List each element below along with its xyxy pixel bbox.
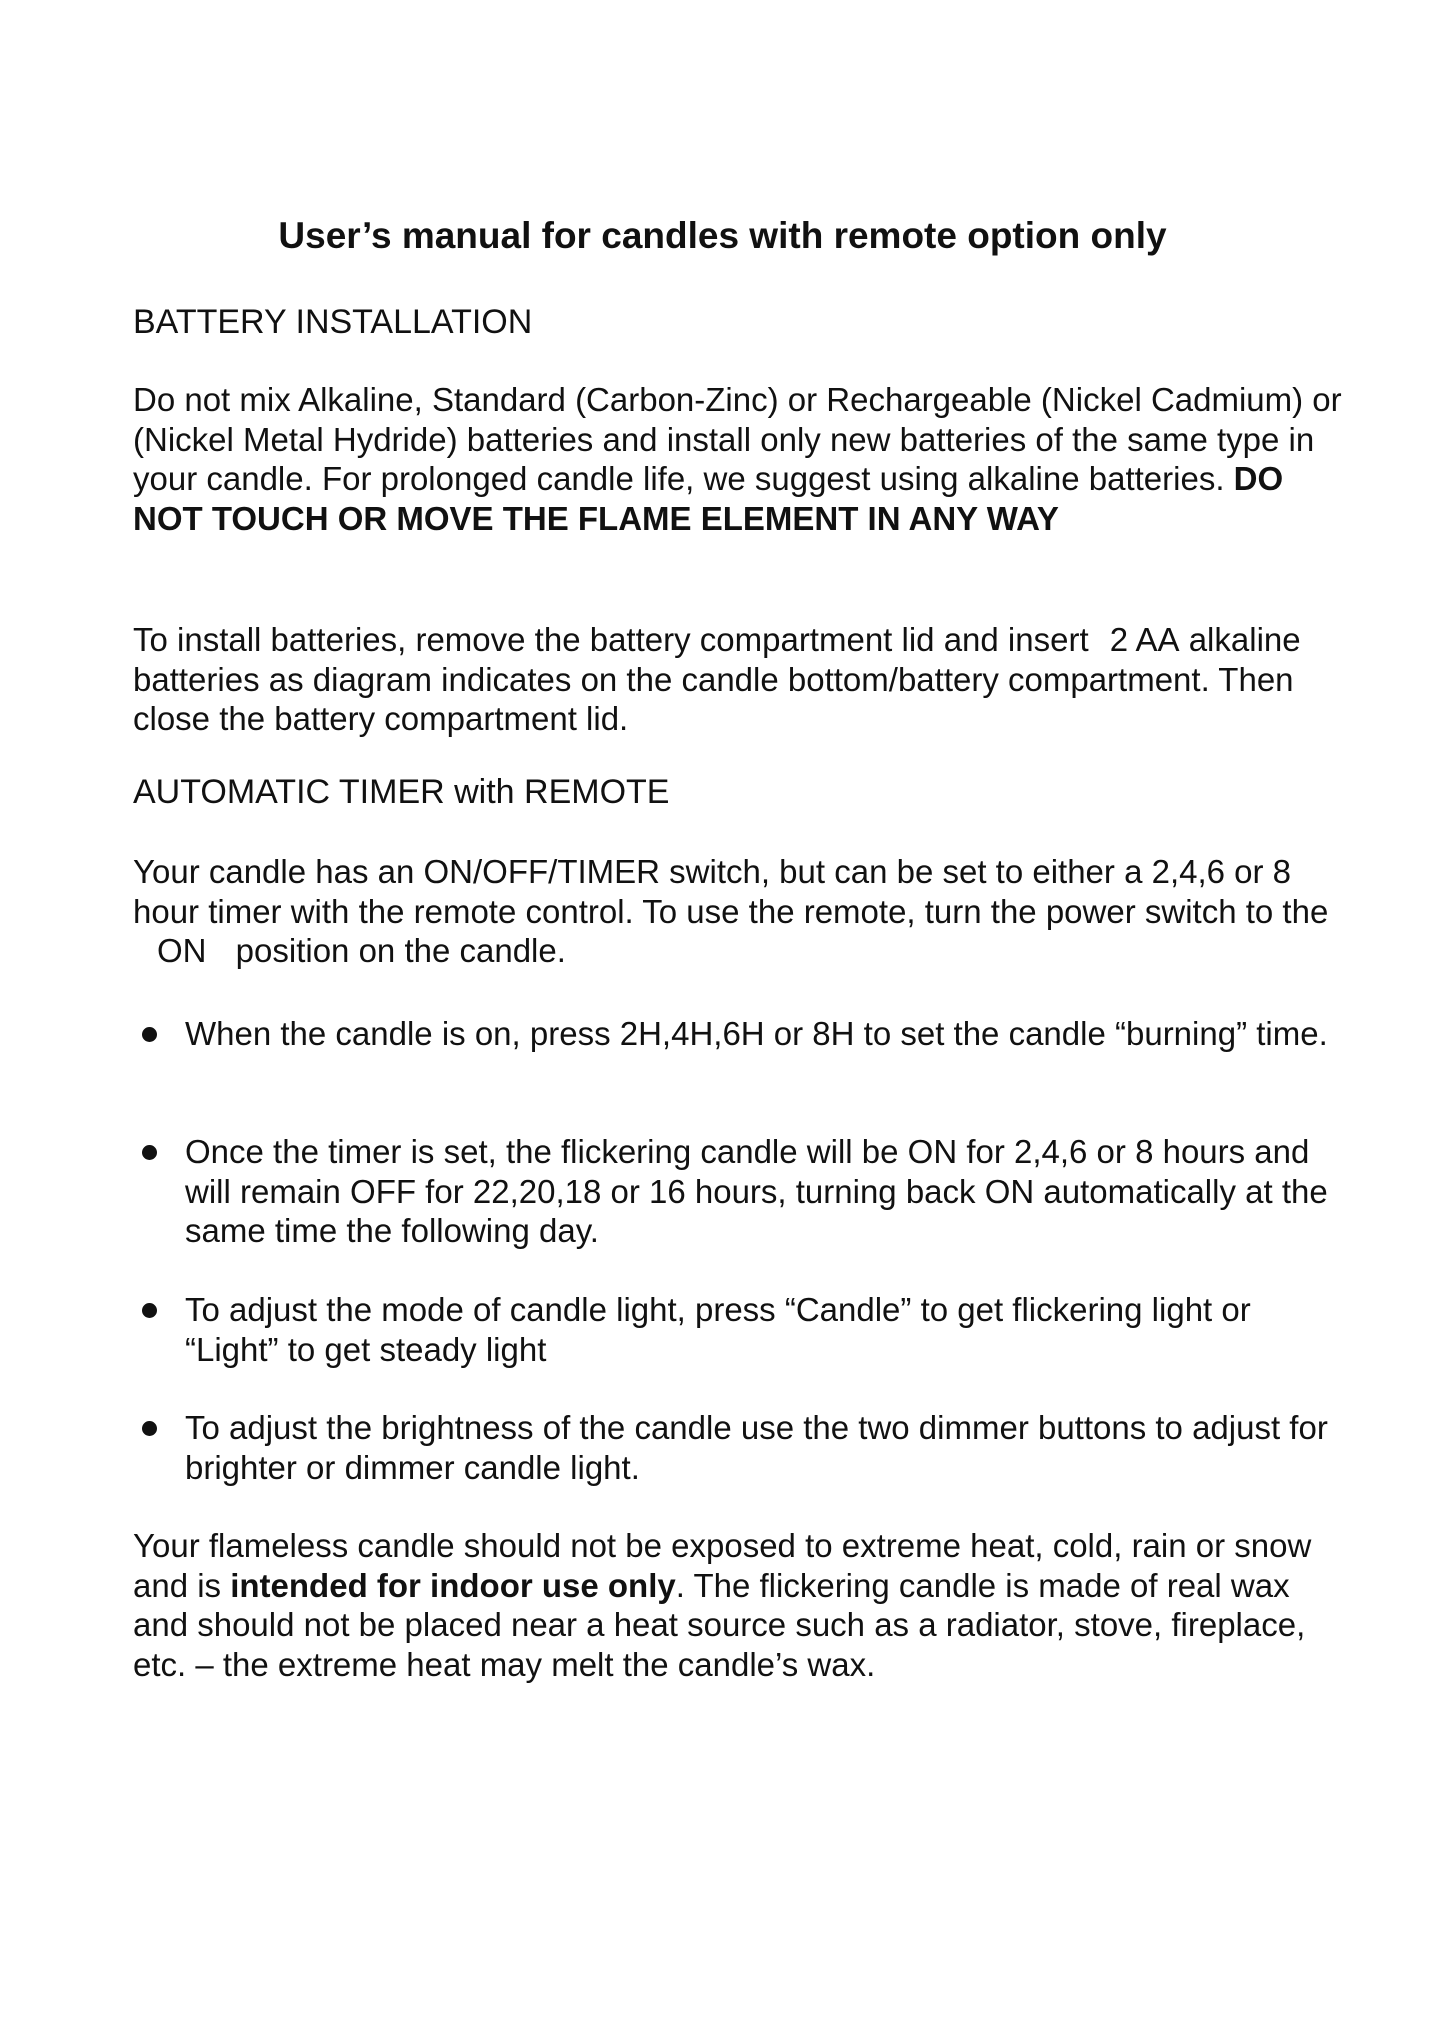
flame-element-warning: DO NOT TOUCH OR MOVE THE FLAME ELEMENT IN ANY WAY: [133, 460, 1284, 537]
list-item: [133, 1014, 1343, 1054]
list-item: [133, 1132, 1343, 1251]
list-item: [133, 1408, 1343, 1487]
battery-installation-heading: BATTERY INSTALLATION: [133, 303, 533, 341]
list-item: [133, 1290, 1343, 1369]
list-item-text: To adjust the brightness of the candle use the two dimmer buttons to adjust for brighter or dimmer candle light.: [185, 1409, 1328, 1486]
bullet-icon: [142, 1421, 157, 1436]
indoor-use-text-end: . The flickering candle is made of real wax and should not be placed near a heat source such as a radiator, stove, fireplace, etc. – the extreme heat may melt the candle’s wax.: [133, 1566, 1306, 1683]
battery-install-paragraph: [133, 620, 1343, 739]
automatic-timer-heading: AUTOMATIC TIMER with REMOTE: [133, 773, 670, 811]
list-item-text: When the candle is on, press 2H,4H,6H or 8H to set the candle “burning” time.: [185, 1015, 1328, 1052]
battery-warning-paragraph: [133, 380, 1343, 538]
bullet-icon: [142, 1145, 157, 1160]
indoor-use-emphasis: intended for indoor use only: [230, 1566, 676, 1604]
indoor-use-text-start: Your flameless candle should not be exposed to extreme heat, cold, rain or snow and is: [133, 1527, 1312, 1604]
timer-intro-text-start: Your candle has an ON/OFF/TIMER switch, but can be set to either a 2,4,6 or 8 hour timer with the remote control. To use the remote, turn the power switch to the: [133, 853, 1329, 930]
bullet-icon: [142, 1027, 157, 1042]
battery-install-text-end: alkaline batteries as diagram indicates on the candle bottom/battery compartment. Then close the battery compartment lid.: [133, 621, 1301, 737]
bullet-icon: [142, 1303, 157, 1318]
document-title: User’s manual for candles with remote option only: [278, 215, 1167, 256]
timer-intro-paragraph: [133, 852, 1343, 971]
switch-position-value: ON: [157, 932, 207, 969]
list-item-text: Once the timer is set, the flickering candle will be ON for 2,4,6 or 8 hours and will remain OFF for 22,20,18 or 16 hours, turning back ON automatically at the same time the following day.: [185, 1133, 1328, 1249]
indoor-use-paragraph: [133, 1526, 1343, 1684]
battery-count-value: 2 AA: [1109, 621, 1180, 658]
list-item-text: To adjust the mode of candle light, press “Candle” to get flickering light or “Light” to get steady light: [185, 1291, 1251, 1368]
timer-intro-text-end: position on the candle.: [226, 932, 566, 969]
battery-warning-text: Do not mix Alkaline, Standard (Carbon-Zinc) or Rechargeable (Nickel Cadmium) or (Nickel Metal Hydride) batteries and install only new batteries of the same type in your candle. For prolonged candle life, we suggest using alkaline batteries.: [133, 381, 1342, 497]
battery-install-text-start: To install batteries, remove the battery compartment lid and insert: [133, 621, 1098, 658]
